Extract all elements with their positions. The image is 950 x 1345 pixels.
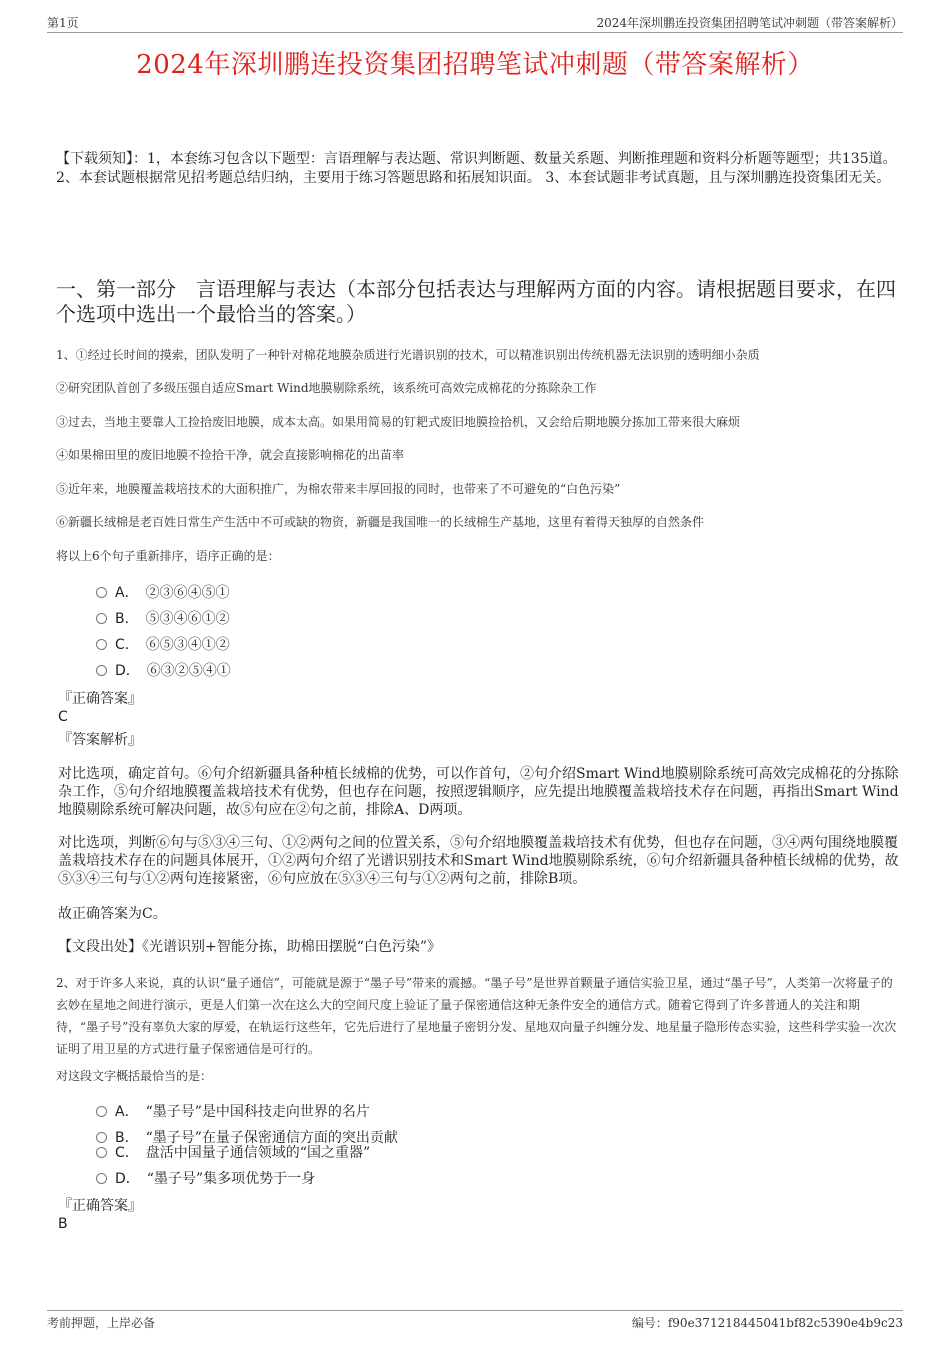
q1-sentence-2: ②研究团队首创了多级压强自适应Smart Wind地膜剔除系统，该系统可高效完成棉花的分拣除杂工作 [56,381,597,395]
option-key: D． [115,1171,133,1187]
q1-sentence-3: ③过去，当地主要靠人工捡拾废旧地膜，成本太高。如果用简易的钉耙式废旧地膜捡拾机，又会给后期地膜分拣加工带来很大麻烦 [56,415,741,429]
q1-prompt: 将以上6个句子重新排序，语序正确的是： [56,549,280,563]
q1-source: 【文段出处】《光谱识别+智能分拣，助棉田摆脱“白色污染”》 [58,939,442,955]
option-text: 盘活中国量子通信领域的“国之重器” [145,1145,371,1161]
q1-analysis-label: 『答案解析』 [58,732,142,748]
option-text: “墨子号”是中国科技走向世界的名片 [145,1104,370,1120]
option-key: B． [115,1130,132,1146]
option-key: A． [115,585,132,601]
q1-sentence-5: ⑤近年来，地膜覆盖栽培技术的大面积推广，为棉农带来丰厚回报的同时，也带来了不可避免的“白色污染” [56,482,621,496]
option-key: A． [115,1104,132,1120]
option-text: ⑥⑤③④①② [145,637,230,653]
q2-answer: B [58,1216,68,1232]
q1-option-a[interactable] [96,584,230,602]
q1-sentence-4: ④如果棉田里的废旧地膜不捡拾干净，就会直接影响棉花的出苗率 [56,448,405,462]
radio-icon[interactable] [96,1132,107,1143]
section-heading: 一、第一部分 言语理解与表达（本部分包括表达与理解两方面的内容。请根据题目要求，在四个选项中选出一个最恰当的答案。） [56,277,896,326]
option-text: “墨子号”集多项优势于一身 [146,1171,316,1187]
q1-option-c[interactable] [96,636,230,654]
footer-slogan: 考前押题，上岸必备 [47,1316,156,1330]
download-notice: 【下载须知】：1，本套练习包含以下题型：言语理解与表达题、常识判断题、数量关系题、判断推理题和资料分析题等题型；共135道。 2、本套试题根据常见招考题总结归纳，主要用于练习答题思路和拓展知识面。 3、本套试题非考试真题，且与深圳鹏连投资集团无关。 [56,151,897,186]
radio-icon[interactable] [96,665,107,676]
radio-icon[interactable] [96,613,107,624]
q1-analysis-paragraph-2: 对比选项，判断⑥句与⑤③④三句、①②两句之间的位置关系，⑤句介绍地膜覆盖栽培技术有优势，但也存在问题，③④两句围绕地膜覆盖栽培技术存在的问题具体展开，①②两句介绍了光谱识别技术和Smart Wind地膜剔除系统，⑥句介绍新疆具备种植长绒棉的优势，故⑤③④三句与①②两句连接紧密，⑥句应放在⑤③④三句与①②两句之前，排除B项。 [58,835,899,887]
q2-option-a[interactable] [96,1103,370,1121]
radio-icon[interactable] [96,1173,107,1184]
footer-serial: 编号：f90e371218445041bf82c5390e4b9c23 [631,1316,903,1330]
radio-icon[interactable] [96,1106,107,1117]
radio-icon[interactable] [96,639,107,650]
q2-option-d[interactable] [96,1170,315,1188]
option-key: B． [115,611,132,627]
q2-prompt: 对这段文字概括最恰当的是： [56,1069,213,1083]
q1-sentence-1: 1、①经过长时间的摸索，团队发明了一种针对棉花地膜杂质进行光谱识别的技术，可以精准识别出传统机器无法识别的透明细小杂质 [56,348,760,362]
header-doc-title: 2024年深圳鹏连投资集团招聘笔试冲刺题（带答案解析） [596,16,903,30]
option-text: ②③⑥④⑤① [145,585,230,601]
q1-option-b[interactable] [96,610,230,628]
page-title: 2024年深圳鹏连投资集团招聘笔试冲刺题（带答案解析） [136,50,814,80]
q1-analysis-conclusion: 故正确答案为C。 [58,906,167,922]
q2-option-c[interactable] [96,1144,370,1162]
radio-icon[interactable] [96,587,107,598]
option-key: C． [115,637,132,653]
q1-analysis-paragraph-1: 对比选项，确定首句。⑥句介绍新疆具备种植长绒棉的优势，可以作首句，②句介绍Smart Wind地膜剔除系统可高效完成棉花的分拣除杂工作，⑤句介绍地膜覆盖栽培技术有优势，但也存在问题，按照逻辑顺序，应先提出地膜覆盖栽培技术存在问题，再指出Smart Wind地膜剔除系统可解决问题，故⑤句应在②句之前，排除A、D两项。 [58,766,899,818]
radio-icon[interactable] [96,1147,107,1158]
q1-sentence-6: ⑥新疆长绒棉是老百姓日常生产生活中不可或缺的物资，新疆是我国唯一的长绒棉生产基地，这里有着得天独厚的自然条件 [56,515,705,529]
option-key: D． [115,663,133,679]
q1-answer: C [58,709,68,725]
option-text: “墨子号”在量子保密通信方面的突出贡献 [145,1130,398,1146]
header-divider [47,32,903,33]
footer-divider [47,1310,903,1311]
q2-stem: 2、对于许多人来说，真的认识“量子通信”，可能就是源于“墨子号”带来的震撼。“墨子号”是世界首颗量子通信实验卫星，通过“墨子号”，人类第一次将量子的玄妙在星地之间进行演示，更是人们第一次在这么大的空间尺度上验证了量子保密通信这种无条件安全的通信方式。随着它得到了许多普通人的关注和期待，“墨子号”没有辜负大家的厚爱，在轨运行这些年，它先后进行了星地量子密钥分发、星地双向量子纠缠分发、地星量子隐形传态实验，这些科学实验一次次证明了用卫星的方式进行量子保密通信是可行的。 [56,976,897,1056]
option-text: ⑥③②⑤④① [146,663,231,679]
option-text: ⑤③④⑥①② [145,611,230,627]
q2-answer-label: 『正确答案』 [58,1198,142,1214]
page-number: 第1页 [47,16,79,30]
option-key: C． [115,1145,132,1161]
q1-option-d[interactable] [96,662,231,680]
q1-answer-label: 『正确答案』 [58,691,142,707]
